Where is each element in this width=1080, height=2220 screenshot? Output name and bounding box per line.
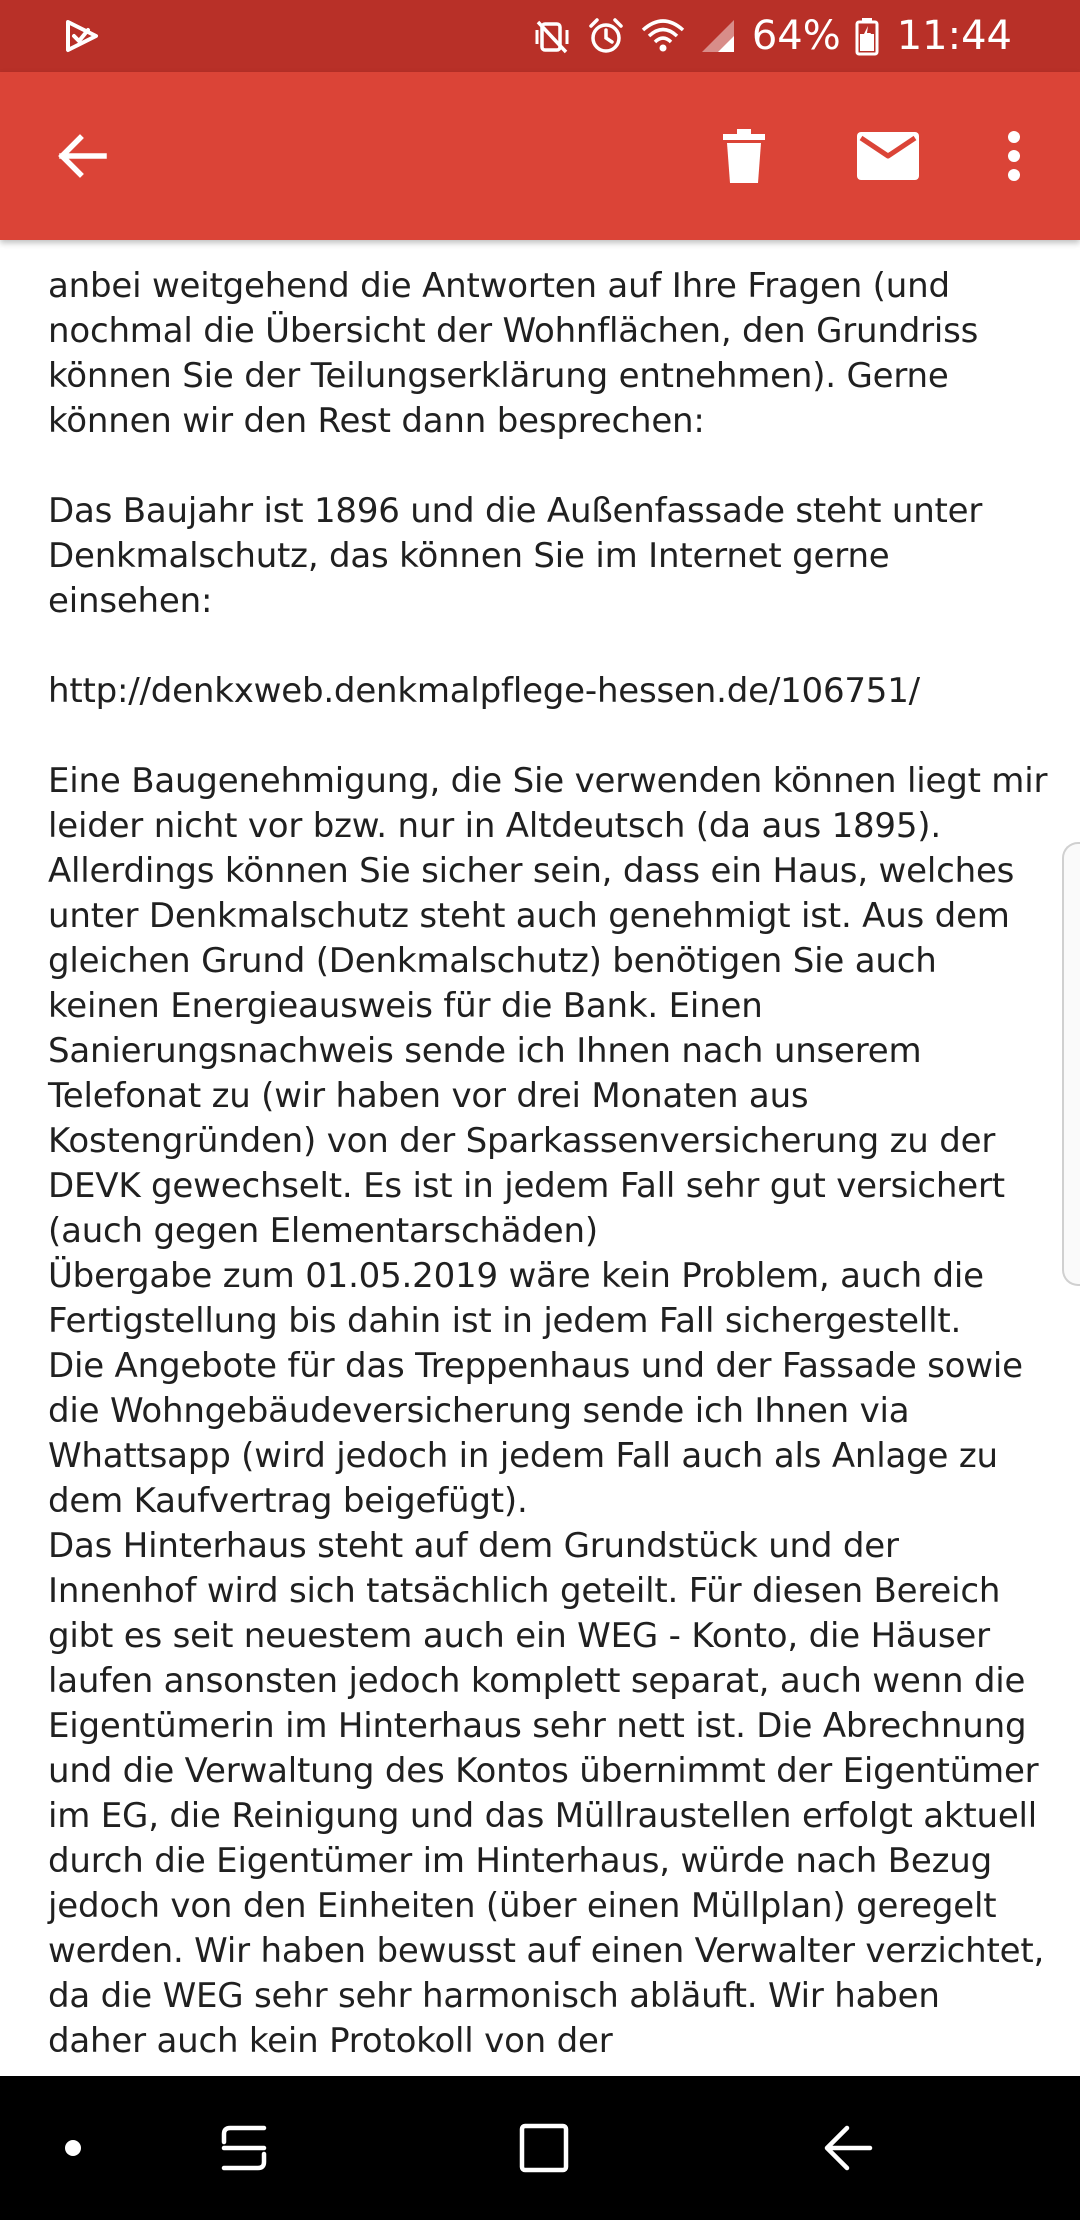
wifi-icon [640, 16, 686, 56]
email-content[interactable] [0, 240, 1080, 2076]
delete-button[interactable] [700, 72, 788, 240]
status-icons [518, 0, 1012, 72]
status-bar [0, 0, 1080, 72]
battery-percent: 64% [751, 13, 841, 59]
delete-icon [722, 128, 766, 184]
home-icon [519, 2123, 569, 2173]
nav-dot-button[interactable] [40, 2076, 106, 2220]
clock: 11:44 [896, 13, 1012, 59]
more-options-button[interactable] [982, 72, 1046, 240]
back-button[interactable] [42, 72, 122, 240]
battery-icon [855, 16, 879, 56]
email-paragraph: Das Baujahr ist 1896 und die Außenfassade steht unter Denkmalschutz, das können Sie im Internet gerne einsehen: [48, 491, 983, 621]
recents-button[interactable] [204, 2076, 284, 2220]
notification-check-icon [62, 16, 102, 56]
signal-icon [700, 16, 736, 56]
more-vert-icon [1007, 130, 1021, 182]
email-paragraph: Eine Baugenehmigung, die Sie verwenden können liegt mir leider nicht vor bzw. nur in Altdeutsch (da aus 1895). Allerdings können Sie sicher sein, dass ein Haus, welches unter Denkmalschutz steht auch genehmigt ist. Aus dem gleichen Grund (Denkmalschutz) benötigen Sie auch keinen Energieausweis für die Bank. Einen Sanierungsnachweis sende ich Ihnen nach unserem Telefonat zu (wir haben vor drei Monaten aus Kostengründen) von der Sparkassenversicherung zu der DEVK gewechselt. Es ist in jedem Fall sehr gut versichert (auch gegen Elementarschäden) [48, 761, 1048, 1251]
email-paragraph: Die Angebote für das Treppenhaus und der Fassade sowie die Wohngebäudeversicherung sende ich Ihnen via Whattsapp (wird jedoch in jedem Fall auch als Anlage zu dem Kaufvertrag beigefügt). [48, 1346, 1023, 1521]
navigation-bar [0, 2076, 1080, 2220]
mail-icon [857, 132, 919, 180]
scroll-handle[interactable] [1062, 842, 1080, 1286]
alarm-icon [586, 16, 626, 56]
back-icon [823, 2123, 873, 2173]
email-paragraph: anbei weitgehend die Antworten auf Ihre Fragen (und nochmal die Übersicht der Wohnflächen, den Grundriss können Sie der Teilungserklärung entnehmen). Gerne können wir den Rest dann besprechen: [48, 266, 979, 441]
back-arrow-icon [54, 128, 110, 184]
app-bar [0, 72, 1080, 240]
email-paragraph: Das Hinterhaus steht auf dem Grundstück und der Innenhof wird sich tatsächlich geteilt. Für diesen Bereich gibt es seit neuestem auch ein WEG - Konto, die Häuser laufen ansonsten jedoch komplett separat, auch wenn die Eigentümerin im Hinterhaus sehr nett ist. Die Abrechnung und die Verwaltung des Kontos übernimmt der Eigentümer im EG, die Reinigung und das Müllraustellen erfolgt aktuell durch die Eigentümer im Hinterhaus, würde nach Bezug jedoch von den Einheiten (über einen Müllplan) geregelt werden. Wir haben bewusst auf einen Verwalter verzichtet, da die WEG sehr sehr harmonisch abläuft. Wir haben daher auch kein Protokoll von der [48, 1526, 1045, 2061]
email-paragraph: Übergabe zum 01.05.2019 wäre kein Problem, auch die Fertigstellung bis dahin ist in jedem Fall sichergestellt. [48, 1256, 984, 1341]
recents-icon [220, 2122, 268, 2174]
mute-icon [532, 16, 572, 56]
nav-back-button[interactable] [808, 2076, 888, 2220]
mark-unread-button[interactable] [842, 72, 934, 240]
nav-dot-icon [63, 2138, 83, 2158]
email-body [48, 264, 1048, 2064]
email-link[interactable]: http://denkxweb.denkmalpflege-hessen.de/106751/ [48, 671, 920, 711]
home-button[interactable] [504, 2076, 584, 2220]
